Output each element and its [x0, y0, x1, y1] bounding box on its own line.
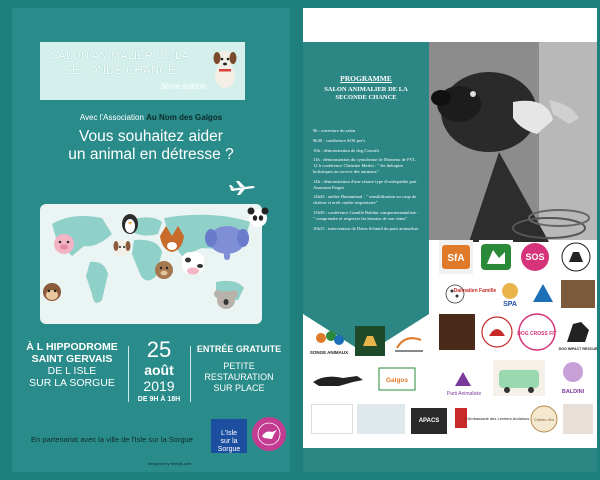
baldini-label: BALDINI: [561, 389, 585, 395]
program-panel: [303, 42, 429, 314]
title-line-2: SECONDE CHANCE: [64, 65, 176, 77]
logo-greyhound: [309, 368, 369, 392]
logo-blue-arrow: [529, 280, 557, 308]
logo-dalmatien: [441, 280, 497, 308]
program-item: 9h30 : conférence SOS per's: [313, 137, 366, 143]
sos-label: SOS: [525, 252, 545, 262]
program-title: PROGRAMME: [340, 74, 392, 83]
logo-ecurie: [439, 314, 475, 350]
program-poster: [303, 8, 597, 472]
program-sub-line-1: SALON ANIMALIER DE LA: [324, 86, 408, 93]
logo-galgos: [377, 362, 417, 396]
logo-association-text: [311, 404, 353, 434]
dogimpact-label: DOG IMPACT RESCUE: [558, 347, 598, 351]
venue-line-4: SUR LA SORGUE: [29, 377, 115, 389]
logo-les-amis: [479, 314, 515, 350]
edition: 3ème édition: [160, 82, 206, 91]
entry-info: [194, 344, 284, 394]
assoc-prefix: Avec l'Association: [79, 113, 147, 122]
logo-animal-photo: [563, 404, 593, 434]
logo-songe-animaux: [309, 326, 349, 360]
title-line-1: SALON ANIMALIER DE LA: [50, 50, 190, 62]
entry-free: ENTRÉE GRATUITE: [196, 344, 282, 354]
isle-logo-line-3: Sorgue: [217, 446, 241, 453]
program-item: 16h15 : intervention de Denis Schmid du parti animaliste.: [313, 225, 420, 231]
dogcross-label: DOG CROSS FIT: [517, 331, 557, 337]
event-poster: [12, 8, 290, 472]
isle-sur-la-sorgue-logo: [211, 419, 247, 453]
program-item: 10h : démonstration de dog Crossfit: [313, 147, 379, 153]
entry-line-4: SUR PLACE: [213, 383, 265, 393]
galgos-label: Galgos: [385, 377, 409, 384]
isle-logo-line-2: sur la: [220, 438, 238, 445]
ambassade-label: L'Ambassade des Lévriers Andalous: [464, 416, 530, 421]
logo-dogs-photo: [357, 404, 405, 434]
title-box: [40, 42, 245, 100]
logo-baldini: [551, 358, 595, 398]
program-item: 14h : démonstration d'une séance type d'ostéopathie part Anastasia Farges: [313, 178, 417, 190]
credit: designed by freepik.com: [148, 461, 192, 466]
program-item: 15h30 : conférence Camille Baldini comportementaliste : " comprendre et respecter les besoins de son chien": [313, 209, 419, 221]
event-date: [128, 338, 190, 403]
date-day: 25: [146, 337, 172, 362]
headline: [12, 128, 290, 164]
au-nom-des-galgos-logo: [252, 417, 286, 451]
program-item: 14h45 : atelier Humanimal : " sensibilisation au coup de chaleur et arrêt cardio-respiratoire": [313, 194, 417, 206]
headline-line-1: Vous souhaitez aider: [79, 128, 223, 145]
program-sub-line-2: SECONDE CHANCE: [335, 94, 397, 101]
logo-ambassade: [453, 404, 530, 434]
logo-spa: [495, 280, 525, 308]
logo-comportement-canin: [391, 328, 427, 356]
dalmatien-label: Dalmatien Famille: [453, 288, 497, 294]
date-year: 2019: [143, 378, 175, 394]
logo-apacs: APACS: [411, 408, 447, 434]
assoc-name: Au Nom des Galgos: [146, 113, 223, 122]
logo-dog-silhouette: [559, 240, 593, 274]
venue-line-2: SAINT GERVAIS: [31, 353, 113, 365]
chiens-label: Chiens d'ici: [533, 417, 555, 422]
world-map-illustration: [12, 204, 290, 324]
divider: [190, 346, 191, 402]
program-list: [313, 128, 421, 235]
logo-parti-animaliste: [441, 364, 487, 398]
logo-sfa: [439, 240, 473, 274]
date-month: août: [144, 362, 174, 378]
dog-illustration: [210, 46, 240, 90]
logo-van: [493, 360, 545, 396]
date-hours: DE 9H À 18H: [137, 396, 181, 403]
logo-sos: [517, 240, 553, 274]
headline-line-2: un animal en détresse ?: [68, 146, 234, 163]
logo-dog-impact: [558, 312, 598, 352]
songe-label: SONGE ANIMAUX: [309, 350, 349, 355]
parti-label: Parti Animaliste: [446, 391, 482, 397]
logo-chiens-dici: [529, 404, 559, 434]
venue-line-1: À L HIPPODROME: [26, 341, 118, 353]
logo-dog-crossfit: [517, 312, 557, 352]
program-item: 11h : démonstration du cynodrome de Monteux de PVL 12 h conférence Christine Merlet : " les thérapies holistiques au service des animaux": [313, 157, 416, 174]
spa-label: SPA: [503, 301, 517, 308]
bottom-band: [303, 448, 597, 472]
venue-line-3: DE L ISLE: [47, 365, 97, 377]
association-line: [12, 113, 290, 122]
logo-green-dog: [479, 240, 513, 274]
logo-moose: [355, 326, 385, 356]
isle-logo-line-1: L'Isle: [220, 430, 238, 437]
entry-line-3: RESTAURATION: [204, 372, 274, 382]
entry-line-2: PETITE: [223, 361, 255, 371]
program-subtitle: [313, 86, 419, 102]
logo-photo-dogs: [561, 280, 595, 308]
airplane-icon: [228, 180, 256, 196]
svg-text:SfA: SfA: [447, 253, 465, 264]
partner-text: En partenariat avec la ville de l'Isle sur la Sorgue: [31, 435, 193, 444]
program-item: 9h : ouverture du salon: [313, 128, 356, 133]
venue: [16, 341, 128, 389]
dog-photo: [429, 42, 597, 240]
